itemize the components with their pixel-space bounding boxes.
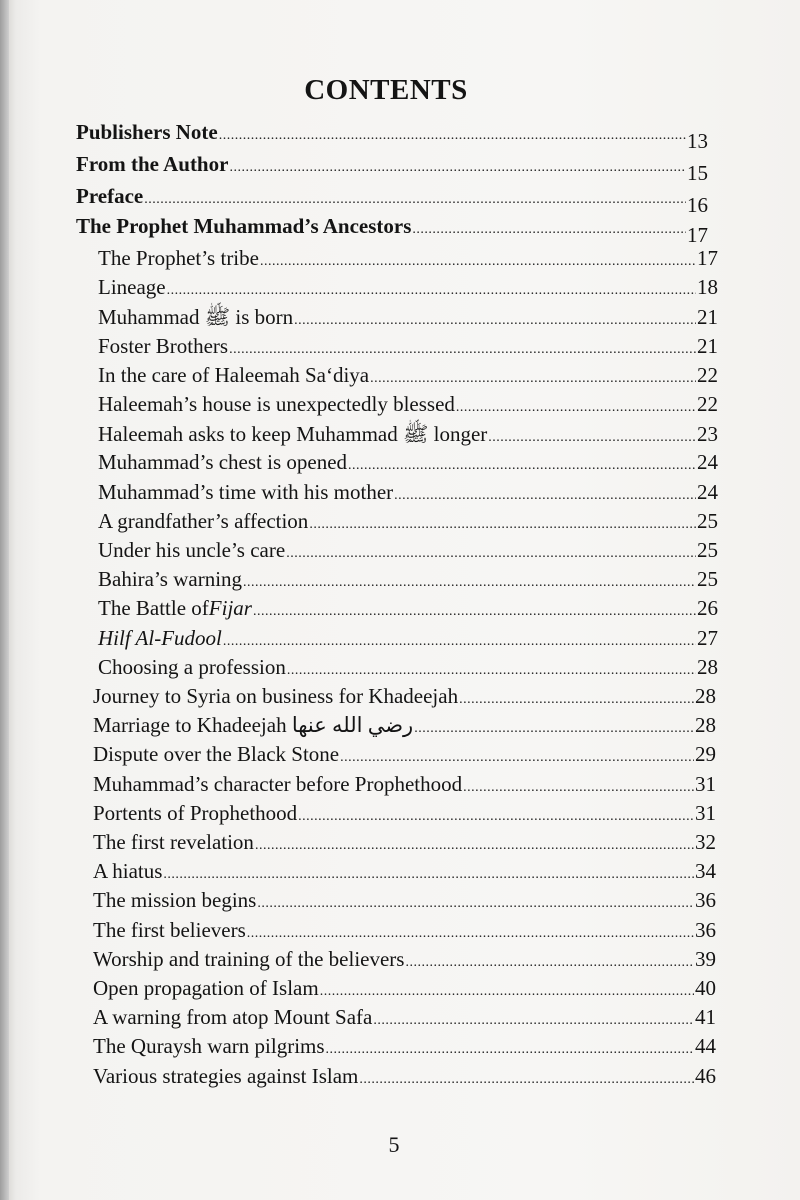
- toc-entry-label: Muhammad’s time with his mother: [98, 479, 394, 504]
- toc-entry-page: 28: [697, 654, 718, 679]
- dot-leader: [412, 222, 686, 238]
- toc-entry-page: 31: [695, 771, 716, 796]
- toc-entry-label: Hilf Al-Fudool: [98, 625, 222, 650]
- toc-entry-page: 36: [695, 888, 716, 913]
- toc-entry-label: Muhammad’s chest is opened: [98, 450, 348, 475]
- dot-leader: [257, 896, 694, 912]
- toc-entry-label: Muhammad ﷺ is born: [98, 305, 294, 330]
- toc-entry-label-italic: Fijar: [208, 596, 252, 621]
- toc-entry: [98, 363, 718, 388]
- toc-entry-label: The first revelation: [93, 830, 254, 854]
- toc-entry: [93, 947, 716, 972]
- toc-entry-page: 41: [695, 1005, 716, 1030]
- toc-entry: [98, 450, 718, 475]
- toc-entry-page: 32: [695, 830, 716, 854]
- toc-entry-label: Muhammad’s character before Prophethood: [93, 771, 463, 796]
- dot-leader: [340, 750, 694, 766]
- toc-entry-label: A warning from atop Mount Safa: [93, 1005, 373, 1030]
- toc-entry-page: 22: [697, 392, 718, 416]
- toc-entry-label: Lineage: [98, 275, 166, 300]
- toc-entry: [93, 888, 716, 913]
- dot-leader: [243, 575, 696, 591]
- toc-entry-page: 18: [697, 275, 718, 300]
- toc-entry-page: 13: [687, 129, 708, 153]
- toc-entry: [98, 421, 718, 452]
- toc-entry-label: Preface: [76, 184, 144, 208]
- dot-leader: [463, 780, 694, 796]
- toc-entry-page: 29: [695, 742, 716, 767]
- toc-entry: [98, 246, 718, 271]
- toc-entry-page: 26: [697, 596, 718, 621]
- toc-entry-page: 34: [695, 859, 716, 884]
- dot-leader: [456, 400, 696, 416]
- dot-leader: [326, 1042, 694, 1058]
- toc-entry-page: 28: [695, 684, 716, 708]
- toc-entry-label: From the Author: [76, 152, 229, 176]
- toc-entry-page: 17: [687, 223, 708, 247]
- toc-entry-label: Worship and training of the believers: [93, 946, 405, 971]
- toc-entry-label: The first believers: [93, 917, 246, 942]
- dot-leader: [373, 1013, 694, 1029]
- dot-leader: [229, 342, 696, 358]
- toc-entry: [93, 801, 716, 826]
- dot-leader: [167, 283, 696, 299]
- toc-entry: [76, 214, 708, 247]
- toc-entry-page: 46: [695, 1063, 716, 1088]
- toc-entry-label: Bahira’s warning: [98, 567, 243, 592]
- dot-leader: [163, 867, 694, 883]
- toc-entry-label: The Prophet Muhammad’s Ancestors: [76, 214, 412, 238]
- toc-entry: [93, 918, 716, 943]
- toc-entry-label: Journey to Syria on business for Khadeejah: [93, 684, 459, 708]
- toc-entry: [98, 567, 718, 592]
- toc-entry-label: The mission begins: [93, 888, 257, 913]
- dot-leader: [414, 721, 694, 737]
- toc-entry: [93, 684, 716, 709]
- dot-leader: [348, 458, 696, 474]
- toc-entry-page: 36: [695, 917, 716, 942]
- toc-entry: [98, 509, 718, 534]
- dot-leader: [287, 663, 696, 679]
- toc-entry-page: 25: [697, 508, 718, 533]
- toc-entry-page: 27: [697, 625, 718, 650]
- toc-entry: [98, 596, 718, 621]
- page-title: CONTENTS: [304, 74, 468, 106]
- toc-entry-page: 17: [697, 246, 718, 270]
- toc-entry-page: 39: [695, 946, 716, 971]
- dot-leader: [247, 926, 694, 942]
- dot-leader: [253, 604, 696, 620]
- toc-entry: [98, 655, 718, 680]
- toc-entry-label: Open propagation of Islam: [93, 976, 319, 1000]
- toc-entry-label: The Prophet’s tribe: [98, 246, 259, 270]
- toc-entry: [93, 742, 716, 767]
- toc-entry: [93, 859, 716, 884]
- toc-entry: [93, 1034, 716, 1059]
- toc-entry-label: Choosing a profession: [98, 654, 286, 679]
- dot-leader: [370, 371, 696, 387]
- toc-entry: [93, 713, 716, 738]
- dot-leader: [298, 809, 694, 825]
- toc-entry-label: A grandfather’s affection: [98, 508, 309, 533]
- dot-leader: [459, 692, 694, 708]
- toc-entry-label: In the care of Haleemah Sa‘diya: [98, 362, 370, 387]
- dot-leader: [144, 192, 686, 208]
- dot-leader: [394, 488, 696, 504]
- toc-entry: [98, 334, 718, 359]
- toc-entry-label: Haleemah asks to keep Muhammad ﷺ longer: [98, 422, 488, 447]
- toc-entry-label: Marriage to Khadeejah رضي الله عنها: [93, 713, 414, 738]
- toc-entry-page: 22: [697, 362, 718, 387]
- toc-entry-page: 40: [695, 976, 716, 1000]
- toc-entry-label: Haleemah’s house is unexpectedly blessed: [98, 392, 455, 416]
- toc-entry-label: Publishers Note: [76, 120, 218, 144]
- toc-entry: [93, 976, 716, 1001]
- dot-leader: [223, 634, 696, 650]
- toc-entry-label: Various strategies against Islam: [93, 1063, 359, 1088]
- toc-entry-page: 25: [697, 567, 718, 592]
- toc-entry-page: 25: [697, 538, 718, 562]
- toc-entry: [93, 1005, 716, 1030]
- toc-entry-page: 15: [687, 161, 708, 185]
- toc-entry: [93, 772, 716, 797]
- toc-entry-label: The Quraysh warn pilgrims: [93, 1034, 325, 1059]
- toc-entry-page: 21: [697, 333, 718, 358]
- toc-entry: [98, 538, 718, 563]
- toc-entry-label: Portents of Prophethood: [93, 800, 298, 825]
- toc-entry: [98, 480, 718, 505]
- dot-leader: [229, 160, 686, 176]
- toc-entry: [98, 275, 718, 300]
- dot-leader: [405, 955, 694, 971]
- toc-entry-page: 16: [687, 193, 708, 217]
- toc-entry-label: The Battle of: [98, 596, 209, 621]
- toc-entry: [93, 830, 716, 855]
- toc-entry: [98, 304, 718, 335]
- toc-entry-page: 21: [697, 305, 718, 330]
- dot-leader: [286, 546, 696, 562]
- dot-leader: [488, 430, 696, 446]
- dot-leader: [219, 128, 686, 144]
- toc-entry: [98, 626, 718, 651]
- toc-entry-label: A hiatus: [93, 859, 163, 884]
- toc-entry-label: Foster Brothers: [98, 333, 229, 358]
- dot-leader: [320, 984, 694, 1000]
- dot-leader: [309, 517, 696, 533]
- dot-leader: [255, 838, 694, 854]
- toc-entry-label: Dispute over the Black Stone: [93, 742, 340, 767]
- dot-leader: [260, 254, 696, 270]
- toc-entry-page: 24: [697, 450, 718, 475]
- dot-leader: [294, 313, 696, 329]
- toc-entry: [93, 1064, 716, 1089]
- toc-entry: [98, 392, 718, 417]
- toc-entry-label: Under his uncle’s care: [98, 538, 286, 562]
- toc-entry-page: 28: [695, 713, 716, 738]
- toc-entry-page: 23: [697, 422, 718, 447]
- toc-entry-page: 24: [697, 479, 718, 504]
- page-number: 5: [388, 1132, 400, 1157]
- toc-entry: [76, 184, 708, 217]
- toc-entry: [76, 120, 708, 153]
- dot-leader: [359, 1072, 694, 1088]
- toc-entry-page: 31: [695, 800, 716, 825]
- toc-entry-page: 44: [695, 1034, 716, 1059]
- toc-entry: [76, 152, 708, 185]
